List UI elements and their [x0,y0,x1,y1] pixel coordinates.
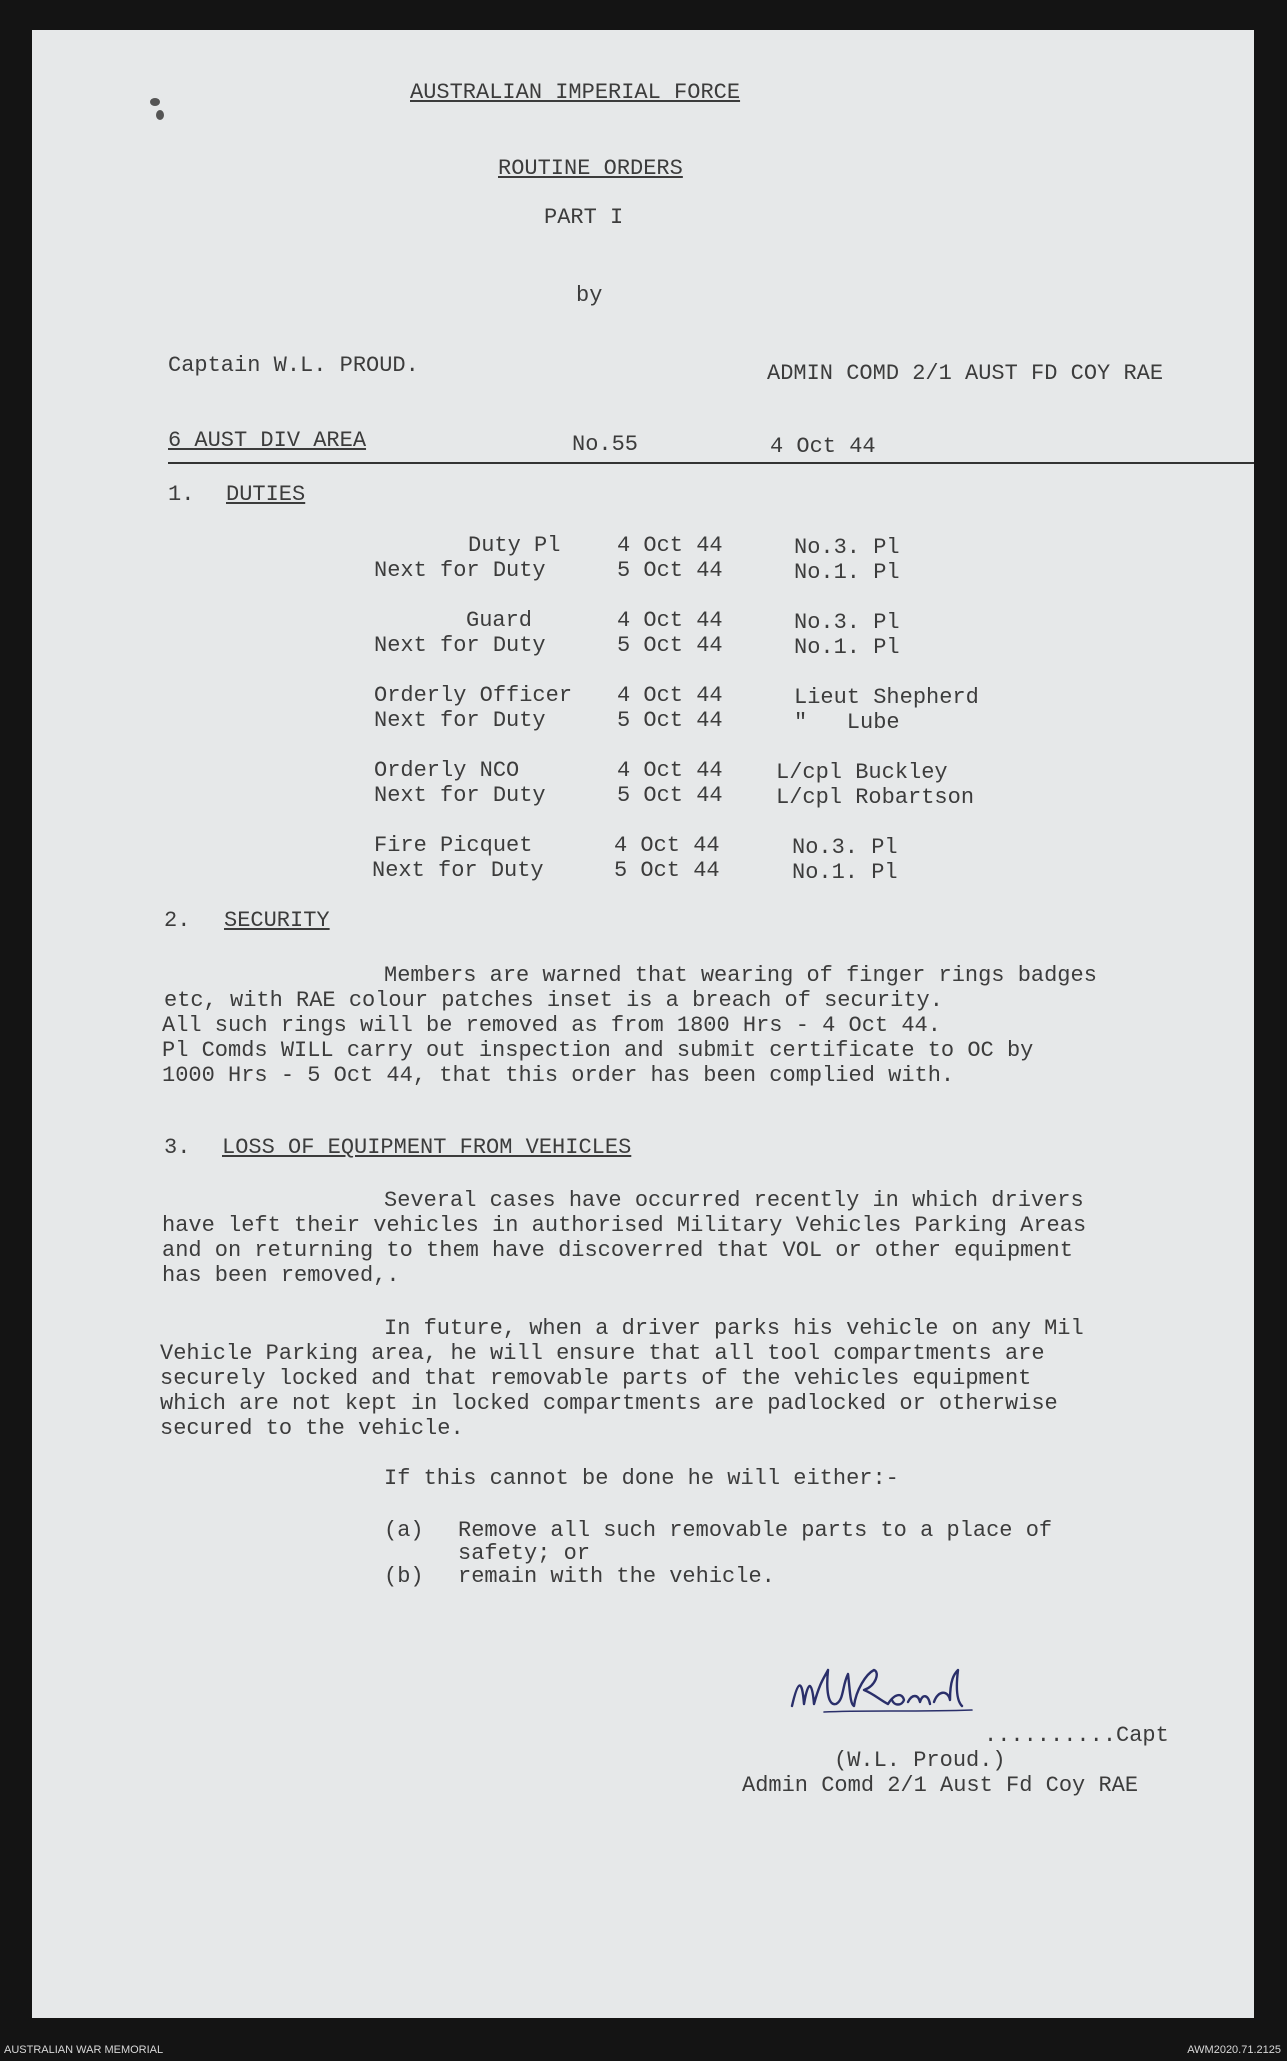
part-title: PART I [544,205,624,230]
text-line: All such rings will be removed as from 1800 Hrs - 4 Oct 44. [162,1013,941,1038]
duty-role: Next for Duty [372,858,544,883]
security-heading: SECURITY [224,908,330,933]
duty-assignee: No.3. Pl [792,835,898,860]
text-line: Several cases have occurred recently in which drivers [384,1188,1084,1213]
duty-date: 5 Oct 44 [617,783,723,808]
duty-role: Duty Pl [468,533,561,558]
option-label: (b) [384,1564,424,1589]
duties-heading: DUTIES [226,482,306,507]
duty-date: 4 Oct 44 [617,533,723,558]
duty-assignee: " Lube [794,710,900,735]
duty-date: 4 Oct 44 [614,833,720,858]
text-line: Members are warned that wearing of finger rings badges [384,963,1097,988]
duty-date: 4 Oct 44 [617,608,723,633]
duty-role: Fire Picquet [374,833,533,858]
loss-number: 3. [164,1135,191,1160]
document-page [32,30,1254,2018]
security-number: 2. [164,908,191,933]
duty-role: Next for Duty [374,708,546,733]
option-text: Remove all such removable parts to a place of [458,1518,1053,1543]
handwritten-signature [784,1660,984,1730]
loss-paragraph-3: If this cannot be done he will either:- [384,1466,899,1491]
signature-name: (W.L. Proud.) [834,1748,1006,1773]
text-line: etc, with RAE colour patches inset is a breach of security. [164,988,943,1013]
duty-assignee: No.1. Pl [794,635,900,660]
duty-assignee: No.1. Pl [792,860,898,885]
text-line: secured to the vehicle. [160,1416,464,1441]
text-line: 1000 Hrs - 5 Oct 44, that this order has been complied with. [162,1063,955,1088]
text-line: has been removed,. [162,1263,400,1288]
text-line: In future, when a driver parks his vehicle on any Mil [384,1316,1084,1341]
duty-role: Next for Duty [374,783,546,808]
duty-assignee: L/cpl Buckley [776,760,948,785]
order-date: 4 Oct 44 [770,434,876,459]
ink-mark [150,98,160,106]
duty-date: 4 Oct 44 [617,758,723,783]
text-line: which are not kept in locked compartments are padlocked or otherwise [160,1391,1058,1416]
duty-date: 5 Oct 44 [617,633,723,658]
duty-date: 4 Oct 44 [617,683,723,708]
issuer: Captain W.L. PROUD. [168,353,419,378]
duty-date: 5 Oct 44 [614,858,720,883]
ink-mark [156,110,164,120]
duty-assignee: No.1. Pl [794,560,900,585]
order-number: No.55 [572,432,639,457]
footer-credit: AUSTRALIAN WAR MEMORIAL [4,2044,164,2056]
area: 6 AUST DIV AREA [168,428,367,453]
duty-assignee: Lieut Shepherd [794,685,979,710]
option-text: safety; or [458,1541,591,1566]
duty-date: 5 Oct 44 [617,708,723,733]
text-line: have left their vehicles in authorised Military Vehicles Parking Areas [162,1213,1087,1238]
text-line: and on returning to them have discoverred that VOL or other equipment [162,1238,1073,1263]
duty-role: Next for Duty [374,558,546,583]
loss-heading: LOSS OF EQUIPMENT FROM VEHICLES [222,1135,632,1160]
duties-number: 1. [168,482,195,507]
option-text: remain with the vehicle. [458,1564,775,1589]
duty-role: Guard [466,608,533,633]
duty-assignee: L/cpl Robartson [776,785,975,810]
option-label: (a) [384,1518,424,1543]
text-line: Vehicle Parking area, he will ensure that all tool compartments are [160,1341,1045,1366]
text-line: Pl Comds WILL carry out inspection and submit certificate to OC by [162,1038,1034,1063]
by-text: by [576,283,603,308]
duty-assignee: No.3. Pl [794,610,900,635]
orders-title: ROUTINE ORDERS [498,156,683,181]
footer-accession-number: AWM2020.71.2125 [1187,2044,1281,2056]
duty-role: Next for Duty [374,633,546,658]
signature-title: Admin Comd 2/1 Aust Fd Coy RAE [742,1773,1139,1798]
duty-date: 5 Oct 44 [617,558,723,583]
text-line: securely locked and that removable parts of the vehicles equipment [160,1366,1032,1391]
force-title: AUSTRALIAN IMPERIAL FORCE [410,80,741,105]
unit: ADMIN COMD 2/1 AUST FD COY RAE [767,361,1164,386]
duty-role: Orderly Officer [374,683,573,708]
header-rule [168,462,1254,464]
duty-assignee: No.3. Pl [794,535,900,560]
duty-role: Orderly NCO [374,758,520,783]
signature-rank: ..........Capt [984,1723,1169,1748]
